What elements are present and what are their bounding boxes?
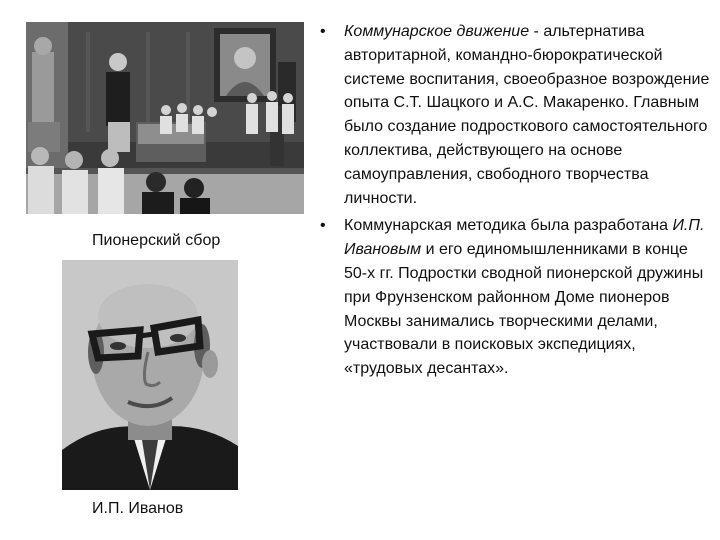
author-name-italic: И.П. Ивановым <box>344 217 705 259</box>
bullet-marker: • <box>320 23 326 40</box>
bullet-text: Коммунарская методика была разработана <box>344 217 673 235</box>
bullet-item <box>316 20 711 210</box>
term-italic: Коммунарское движение <box>344 23 530 40</box>
bullet-text-continued: и его единомышленниками в конце 50-х гг. Подростки сводной пионерской дружины при Фрунзенском районном Доме пионеров Москвы занимались творческими делами, участвовали в поисковых экспедициях, «трудовых десантах». <box>344 241 704 378</box>
pioneer-gathering-photo <box>26 22 304 214</box>
photo-caption-gathering: Пионерский сбор <box>92 232 221 249</box>
photo-caption-portrait: И.П. Иванов <box>92 500 184 517</box>
portrait-photo <box>62 260 238 490</box>
bullet-item <box>316 214 711 381</box>
bullet-text: - альтернатива авторитарной, командно-бюрократической системе воспитания, своеобразное возрождение опыта С.Т. Шацкого и А.С. Макаренко. Главным было создание подросткового самостоятельного коллектива, действующего на основе самоуправления, свободного творчества личности. <box>344 23 710 207</box>
bullet-list <box>316 20 711 385</box>
bullet-marker: • <box>320 217 326 235</box>
